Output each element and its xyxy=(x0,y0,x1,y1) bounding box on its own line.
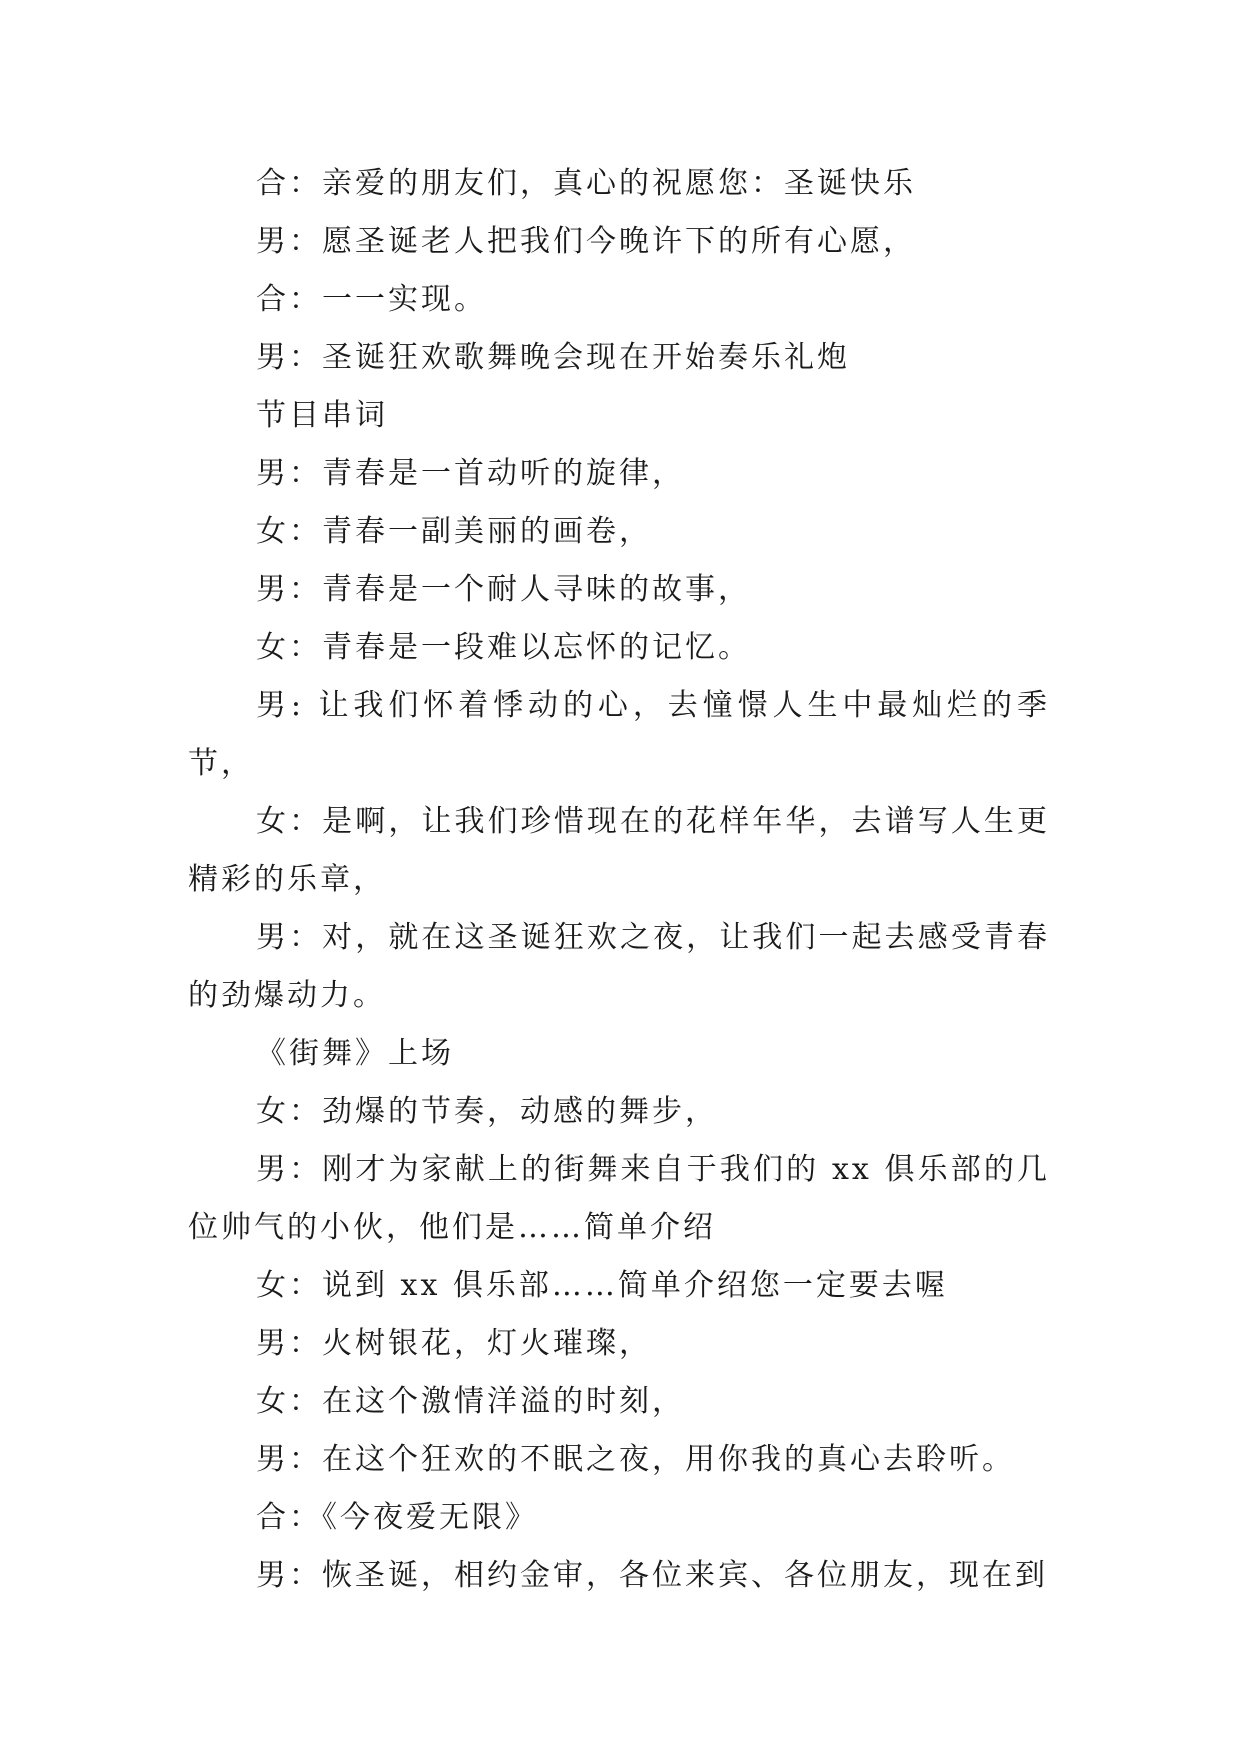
paragraph: 女：青春一副美丽的画卷， xyxy=(256,514,652,549)
paragraph: 女：青春是一段难以忘怀的记忆。 xyxy=(256,630,751,665)
paragraph: 女：劲爆的节奏，动感的舞步， xyxy=(256,1094,718,1129)
paragraph: 合：一一实现。 xyxy=(256,282,487,317)
paragraph: 男：圣诞狂欢歌舞晚会现在开始奏乐礼炮 xyxy=(256,340,850,375)
paragraph: 男：刚才为家献上的街舞来自于我们的 xx 俱乐部的几位帅气的小伙，他们是……简单介绍 xyxy=(188,1152,1050,1245)
paragraph: 男: 让我们怀着悸动的心，去憧憬人生中最灿烂的季节， xyxy=(188,688,1050,781)
paragraph: 男：对，就在这圣诞狂欢之夜，让我们一起去感受青春的劲爆动力。 xyxy=(188,920,1050,1013)
paragraph: 女：在这个激情洋溢的时刻， xyxy=(256,1384,685,1419)
paragraph: 合：亲爱的朋友们，真心的祝愿您：圣诞快乐 xyxy=(256,166,916,201)
paragraph: 男：恢圣诞，相约金审，各位来宾、各位朋友，现在到 xyxy=(256,1558,1048,1593)
paragraph: 男：愿圣诞老人把我们今晚许下的所有心愿， xyxy=(256,224,916,259)
program-title: 《街舞》上场 xyxy=(256,1036,454,1071)
document-body xyxy=(188,155,1050,1605)
section-heading: 节目串词 xyxy=(256,398,388,433)
paragraph: 男：青春是一首动听的旋律， xyxy=(256,456,685,491)
paragraph: 女：说到 xx 俱乐部……简单介绍您一定要去喔 xyxy=(256,1268,948,1303)
paragraph: 男：在这个狂欢的不眠之夜，用你我的真心去聆听。 xyxy=(256,1442,1015,1477)
paragraph: 男：青春是一个耐人寻味的故事， xyxy=(256,572,751,607)
paragraph: 合：《今夜爱无限》 xyxy=(256,1500,538,1535)
paragraph: 男：火树银花，灯火璀璨， xyxy=(256,1326,652,1361)
paragraph: 女：是啊，让我们珍惜现在的花样年华，去谱写人生更精彩的乐章， xyxy=(188,804,1050,897)
